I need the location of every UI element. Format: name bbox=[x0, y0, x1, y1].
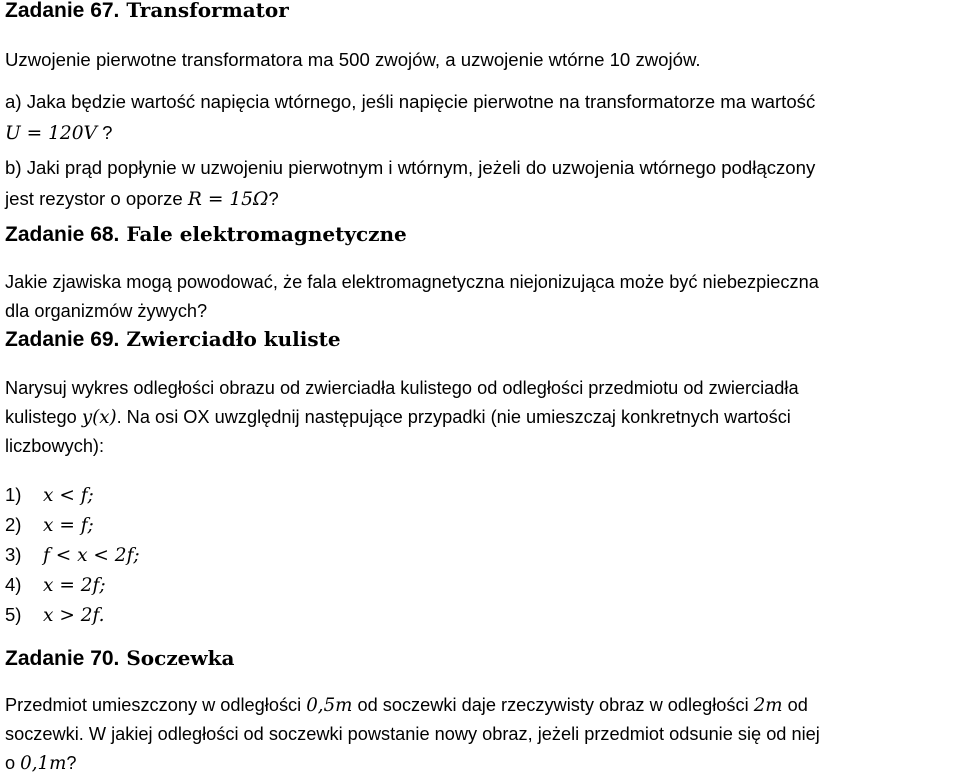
task-67-heading bbox=[5, 0, 289, 23]
task-70-line-3-b: ? bbox=[66, 753, 77, 773]
case-number: 1) bbox=[5, 484, 22, 505]
case-item bbox=[5, 480, 140, 510]
case-expression: x = f; bbox=[43, 515, 94, 536]
task-69-heading bbox=[5, 327, 341, 352]
task-67-number: Zadanie 67. bbox=[5, 0, 120, 22]
task-69-line-1: Narysuj wykres odległości obrazu od zwierciadła kulistego od odległości przedmiotu od zwierciadła bbox=[5, 378, 799, 398]
task-70-distance-2: 2m bbox=[753, 695, 783, 716]
task-69-number: Zadanie 69. bbox=[5, 328, 120, 351]
task-68-heading bbox=[5, 222, 407, 247]
task-70-line-3-a: o bbox=[5, 753, 21, 773]
task-67-question-b bbox=[5, 152, 815, 215]
task-70-line-2: soczewki. W jakiej odległości od soczewki powstanie nowy obraz, jeżeli przedmiot odsunie się od niej bbox=[5, 724, 820, 744]
case-item bbox=[5, 600, 140, 630]
task-70-shift: 0,1m bbox=[20, 753, 67, 774]
case-item bbox=[5, 570, 140, 600]
task-68-question bbox=[5, 268, 819, 326]
task-70-line-1-c: od bbox=[782, 695, 808, 715]
task-68-title: Fale elektromagnetyczne bbox=[126, 222, 407, 246]
task-68-line-2: dla organizmów żywych? bbox=[5, 301, 208, 321]
task-70-question bbox=[5, 691, 820, 778]
task-70-title: Soczewka bbox=[126, 646, 235, 670]
task-68-line-1: Jakie zjawiska mogą powodować, że fala elektromagnetyczna niejonizująca może być niebezpieczna bbox=[5, 272, 819, 292]
case-item bbox=[5, 510, 140, 540]
task-69-question bbox=[5, 374, 799, 461]
task-69-function-math: y(x) bbox=[81, 407, 117, 428]
task-67-question-a-math: U = 120V bbox=[5, 123, 97, 144]
case-expression: x > 2f. bbox=[43, 605, 105, 626]
task-68-number: Zadanie 68. bbox=[5, 223, 120, 246]
case-expression: f < x < 2f; bbox=[43, 545, 140, 566]
task-70-number: Zadanie 70. bbox=[5, 647, 120, 670]
case-number: 3) bbox=[5, 544, 22, 565]
task-69-line-3: liczbowych): bbox=[5, 436, 105, 456]
task-70-line-1-a: Przedmiot umieszczony w odległości bbox=[5, 695, 307, 715]
task-67-question-b-text: b) Jaki prąd popłynie w uzwojeniu pierwotnym i wtórnym, jeżeli do uzwojenia wtórnego podłączony bbox=[5, 157, 816, 178]
task-70-distance-1: 0,5m bbox=[306, 695, 353, 716]
case-number: 4) bbox=[5, 574, 22, 595]
task-67-question-b-end: ? bbox=[268, 188, 279, 209]
task-67-question-a-end: ? bbox=[97, 122, 113, 143]
task-69-line-2-pre: kulistego bbox=[5, 407, 82, 427]
task-69-title: Zwierciadło kuliste bbox=[126, 327, 341, 351]
case-expression: x = 2f; bbox=[43, 575, 106, 596]
task-67-question-b-math: R = 15Ω bbox=[187, 189, 269, 210]
task-67-question-b-pre: jest rezystor o oporze bbox=[5, 188, 188, 209]
task-70-line-1-b: od soczewki daje rzeczywisty obraz w odległości bbox=[352, 695, 754, 715]
task-67-question-a bbox=[5, 86, 815, 149]
task-69-line-2-post: . Na osi OX uwzględnij następujące przypadki (nie umieszczaj konkretnych wartości bbox=[116, 407, 791, 427]
case-number: 2) bbox=[5, 514, 22, 535]
task-70-heading bbox=[5, 646, 234, 671]
task-67-question-a-text: a) Jaka będzie wartość napięcia wtórnego, jeśli napięcie pierwotne na transformatorze ma wartość bbox=[5, 91, 816, 112]
case-number: 5) bbox=[5, 604, 22, 625]
task-69-cases-list bbox=[5, 480, 140, 630]
case-expression: x < f; bbox=[43, 485, 94, 506]
task-67-intro: Uzwojenie pierwotne transformatora ma 500 zwojów, a uzwojenie wtórne 10 zwojów. bbox=[5, 49, 701, 70]
case-item bbox=[5, 540, 140, 570]
task-67-title: Transformator bbox=[126, 0, 289, 22]
